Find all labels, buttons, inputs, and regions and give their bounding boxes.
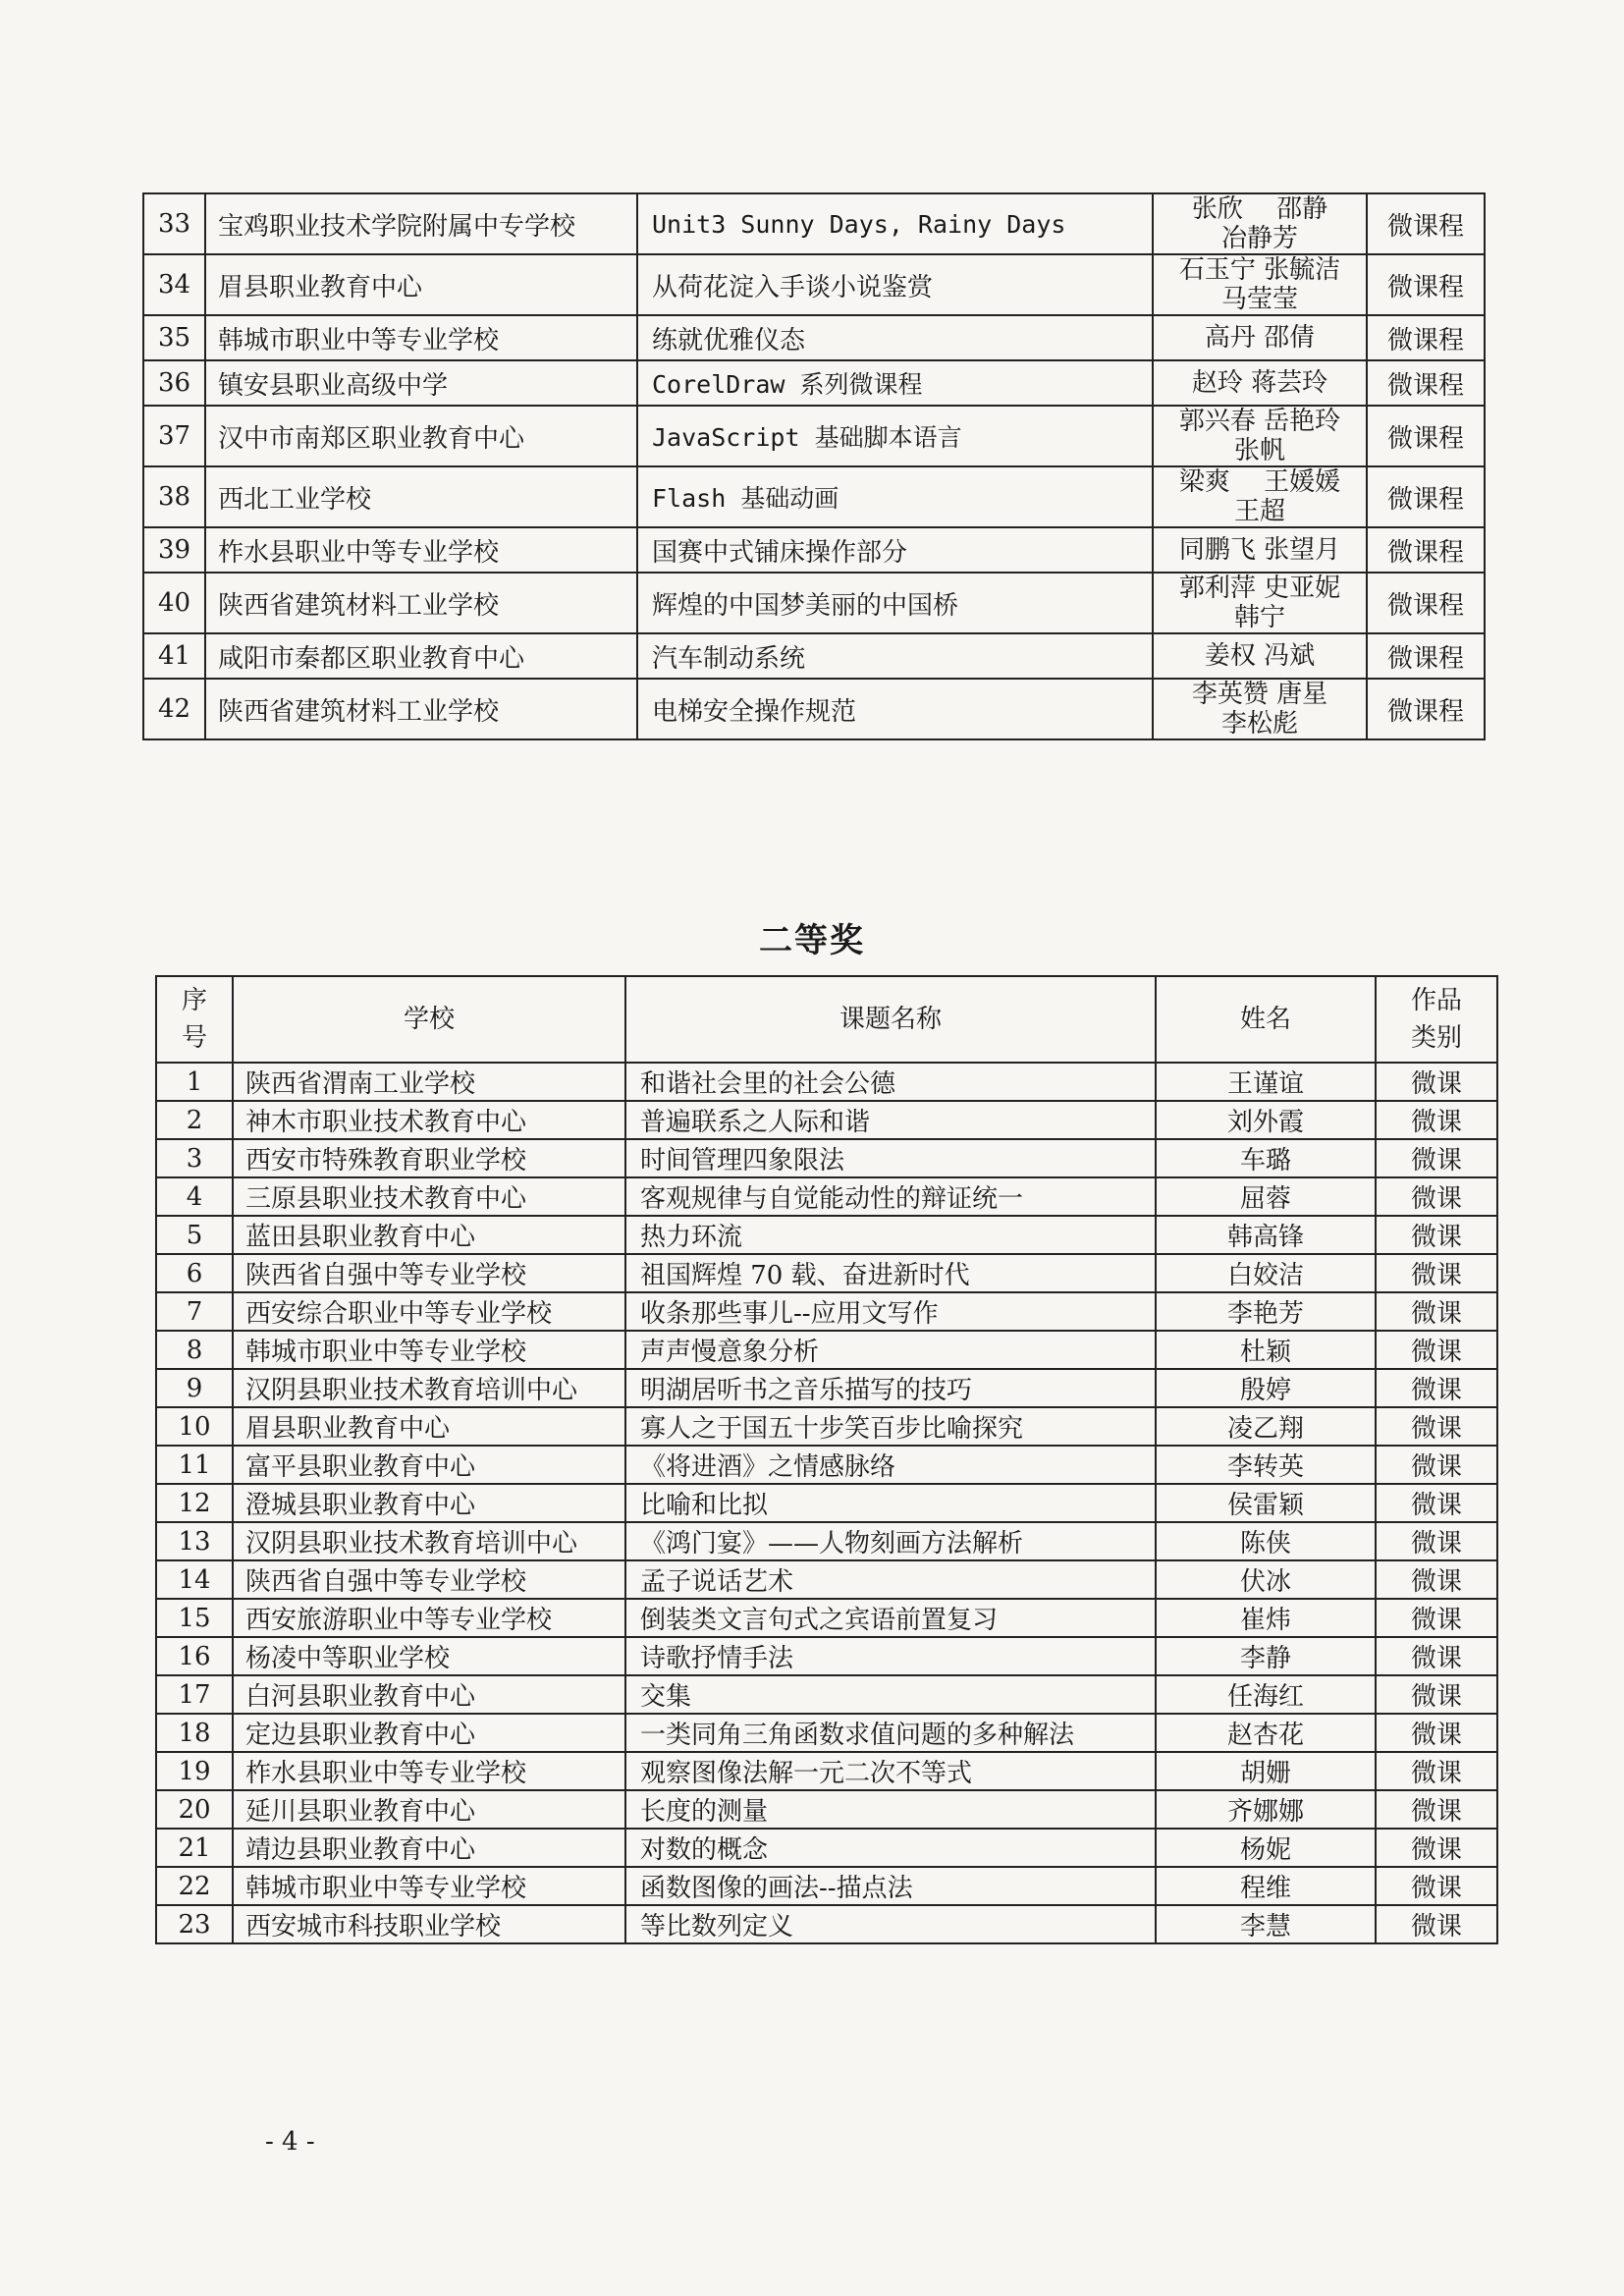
- row-number: 17: [156, 1675, 233, 1714]
- topic-title: 客观规律与自觉能动性的辩证统一: [625, 1177, 1156, 1216]
- row-number: 35: [143, 315, 205, 360]
- table-row: [156, 1484, 1497, 1522]
- row-number: 12: [156, 1484, 233, 1522]
- topic-title: 收条那些事儿--应用文写作: [625, 1292, 1156, 1331]
- table-row: [143, 633, 1485, 679]
- work-category: 微课程: [1367, 466, 1485, 527]
- school-name: 韩城市职业中等专业学校: [233, 1867, 625, 1905]
- table-row: [143, 527, 1485, 573]
- school-name: 陕西省建筑材料工业学校: [205, 679, 637, 739]
- table-row: [143, 466, 1485, 527]
- work-category: 微课: [1376, 1905, 1497, 1943]
- table-row: [156, 1560, 1497, 1599]
- row-number: 23: [156, 1905, 233, 1943]
- row-number: 6: [156, 1254, 233, 1292]
- second-prize-table: [155, 975, 1498, 1944]
- author-name: 刘外霞: [1156, 1101, 1376, 1139]
- school-name: 韩城市职业中等专业学校: [205, 315, 637, 360]
- school-name: 咸阳市秦都区职业教育中心: [205, 633, 637, 679]
- author-name-line: 张帆: [1233, 436, 1285, 465]
- work-category: 微课: [1376, 1369, 1497, 1407]
- table-row: [156, 1867, 1497, 1905]
- row-number: 13: [156, 1522, 233, 1560]
- row-number: 14: [156, 1560, 233, 1599]
- author-name: 白姣洁: [1156, 1254, 1376, 1292]
- work-category: 微课程: [1367, 527, 1485, 573]
- topic-title: 孟子说话艺术: [625, 1560, 1156, 1599]
- topic-title: 函数图像的画法--描点法: [625, 1867, 1156, 1905]
- author-name-line: 马莹莹: [1220, 285, 1298, 314]
- topic-title: 交集: [625, 1675, 1156, 1714]
- row-number: 20: [156, 1790, 233, 1829]
- school-name: 眉县职业教育中心: [233, 1407, 625, 1446]
- header-no: 序号: [156, 976, 233, 1063]
- topic-title: 《鸿门宴》——人物刻画方法解析: [625, 1522, 1156, 1560]
- school-name: 汉中市南郑区职业教育中心: [205, 406, 637, 466]
- table-row: [156, 1675, 1497, 1714]
- table-row: [156, 1752, 1497, 1790]
- work-category: 微课: [1376, 1522, 1497, 1560]
- work-category: 微课: [1376, 1790, 1497, 1829]
- school-name: 靖边县职业教育中心: [233, 1829, 625, 1867]
- table-row: [156, 1829, 1497, 1867]
- school-name: 柞水县职业中等专业学校: [233, 1752, 625, 1790]
- author-name-line: 李松彪: [1220, 709, 1298, 738]
- author-name: 任海红: [1156, 1675, 1376, 1714]
- row-number: 15: [156, 1599, 233, 1637]
- header-category: 作品类别: [1376, 976, 1497, 1063]
- work-category: 微课: [1376, 1331, 1497, 1369]
- row-number: 33: [143, 193, 205, 254]
- row-number: 21: [156, 1829, 233, 1867]
- author-name: 李静: [1156, 1637, 1376, 1675]
- work-category: 微课: [1376, 1675, 1497, 1714]
- topic-title: 电梯安全操作规范: [637, 679, 1153, 739]
- school-name: 神木市职业技术教育中心: [233, 1101, 625, 1139]
- author-name: 陈侠: [1156, 1522, 1376, 1560]
- table-row: [156, 1714, 1497, 1752]
- topic-title: 声声慢意象分析: [625, 1331, 1156, 1369]
- author-name: 殷婷: [1156, 1369, 1376, 1407]
- work-category: 微课程: [1367, 633, 1485, 679]
- author-name: 杨妮: [1156, 1829, 1376, 1867]
- school-name: 澄城县职业教育中心: [233, 1484, 625, 1522]
- topic-title: 长度的测量: [625, 1790, 1156, 1829]
- row-number: 18: [156, 1714, 233, 1752]
- school-name: 定边县职业教育中心: [233, 1714, 625, 1752]
- topic-title: 热力环流: [625, 1216, 1156, 1254]
- work-category: 微课: [1376, 1407, 1497, 1446]
- school-name: 西安综合职业中等专业学校: [233, 1292, 625, 1331]
- school-name: 富平县职业教育中心: [233, 1446, 625, 1484]
- work-category: 微课程: [1367, 193, 1485, 254]
- author-name: 王谨谊: [1156, 1063, 1376, 1101]
- author-name: 李转英: [1156, 1446, 1376, 1484]
- table-row: [156, 1446, 1497, 1484]
- topic-title: 汽车制动系统: [637, 633, 1153, 679]
- topic-title: CorelDraw 系列微课程: [637, 360, 1153, 406]
- topic-title: 对数的概念: [625, 1829, 1156, 1867]
- row-number: 19: [156, 1752, 233, 1790]
- author-names: [1153, 406, 1367, 466]
- work-category: 微课: [1376, 1752, 1497, 1790]
- author-names: [1153, 360, 1367, 406]
- author-name: 胡姗: [1156, 1752, 1376, 1790]
- table-row: [156, 1063, 1497, 1101]
- row-number: 16: [156, 1637, 233, 1675]
- work-category: 微课: [1376, 1637, 1497, 1675]
- row-number: 22: [156, 1867, 233, 1905]
- row-number: 1: [156, 1063, 233, 1101]
- row-number: 42: [143, 679, 205, 739]
- school-name: 柞水县职业中等专业学校: [205, 527, 637, 573]
- author-name-line: 同鹏飞 张望月: [1178, 535, 1341, 565]
- table-row: [156, 1101, 1497, 1139]
- table-row: [156, 1790, 1497, 1829]
- author-name-line: 李英赞 唐星: [1191, 680, 1328, 709]
- school-name: 宝鸡职业技术学院附属中专学校: [205, 193, 637, 254]
- author-name-line: 冶静芳: [1220, 224, 1298, 253]
- author-name-line: 石玉宁 张毓洁: [1178, 255, 1341, 285]
- header-name: 姓名: [1156, 976, 1376, 1063]
- school-name: 陕西省建筑材料工业学校: [205, 573, 637, 633]
- topic-title: 时间管理四象限法: [625, 1139, 1156, 1177]
- topic-title: 辉煌的中国梦美丽的中国桥: [637, 573, 1153, 633]
- topic-title: 倒装类文言句式之宾语前置复习: [625, 1599, 1156, 1637]
- row-number: 4: [156, 1177, 233, 1216]
- header-topic: 课题名称: [625, 976, 1156, 1063]
- topic-title: 祖国辉煌 70 载、奋进新时代: [625, 1254, 1156, 1292]
- work-category: 微课: [1376, 1560, 1497, 1599]
- topic-title: 寡人之于国五十步笑百步比喻探究: [625, 1407, 1156, 1446]
- table-row: [156, 1254, 1497, 1292]
- school-name: 三原县职业技术教育中心: [233, 1177, 625, 1216]
- author-name-line: 梁爽 王媛媛: [1178, 467, 1341, 497]
- topic-title: 《将进酒》之情感脉络: [625, 1446, 1156, 1484]
- work-category: 微课: [1376, 1139, 1497, 1177]
- work-category: 微课: [1376, 1101, 1497, 1139]
- row-number: 3: [156, 1139, 233, 1177]
- work-category: 微课程: [1367, 406, 1485, 466]
- work-category: 微课: [1376, 1216, 1497, 1254]
- topic-title: 普遍联系之人际和谐: [625, 1101, 1156, 1139]
- school-name: 杨凌中等职业学校: [233, 1637, 625, 1675]
- table-row: [143, 254, 1485, 315]
- author-name-line: 赵玲 蒋芸玲: [1191, 368, 1328, 398]
- topic-title: 观察图像法解一元二次不等式: [625, 1752, 1156, 1790]
- school-name: 眉县职业教育中心: [205, 254, 637, 315]
- table-row: [156, 1522, 1497, 1560]
- table-row: [156, 1599, 1497, 1637]
- second-prize-heading: 二等奖: [759, 921, 865, 960]
- author-name: 李慧: [1156, 1905, 1376, 1943]
- work-category: 微课: [1376, 1292, 1497, 1331]
- author-name: 李艳芳: [1156, 1292, 1376, 1331]
- table-row: [143, 360, 1485, 406]
- author-name-line: 郭兴春 岳艳玲: [1178, 407, 1341, 436]
- row-number: 5: [156, 1216, 233, 1254]
- school-name: 韩城市职业中等专业学校: [233, 1331, 625, 1369]
- row-number: 40: [143, 573, 205, 633]
- school-name: 蓝田县职业教育中心: [233, 1216, 625, 1254]
- author-names: [1153, 573, 1367, 633]
- row-number: 2: [156, 1101, 233, 1139]
- row-number: 38: [143, 466, 205, 527]
- work-category: 微课: [1376, 1177, 1497, 1216]
- school-name: 西安城市科技职业学校: [233, 1905, 625, 1943]
- author-names: [1153, 679, 1367, 739]
- topic-title: 明湖居听书之音乐描写的技巧: [625, 1369, 1156, 1407]
- school-name: 陕西省自强中等专业学校: [233, 1254, 625, 1292]
- work-category: 微课程: [1367, 573, 1485, 633]
- author-name: 崔炜: [1156, 1599, 1376, 1637]
- work-category: 微课: [1376, 1063, 1497, 1101]
- row-number: 8: [156, 1331, 233, 1369]
- author-name: 程维: [1156, 1867, 1376, 1905]
- school-name: 延川县职业教育中心: [233, 1790, 625, 1829]
- author-name: 车璐: [1156, 1139, 1376, 1177]
- author-names: [1153, 193, 1367, 254]
- author-name-line: 王超: [1233, 497, 1285, 526]
- author-name: 屈蓉: [1156, 1177, 1376, 1216]
- table-row: [156, 1216, 1497, 1254]
- author-name: 侯雷颖: [1156, 1484, 1376, 1522]
- table-row: [143, 315, 1485, 360]
- work-category: 微课: [1376, 1484, 1497, 1522]
- table-row: [156, 1177, 1497, 1216]
- table-row: [143, 679, 1485, 739]
- work-category: 微课程: [1367, 254, 1485, 315]
- row-number: 41: [143, 633, 205, 679]
- table-row: [156, 1139, 1497, 1177]
- table-row: [156, 1637, 1497, 1675]
- school-name: 汉阴县职业技术教育培训中心: [233, 1369, 625, 1407]
- work-category: 微课: [1376, 1599, 1497, 1637]
- topic-title: 从荷花淀入手谈小说鉴赏: [637, 254, 1153, 315]
- row-number: 9: [156, 1369, 233, 1407]
- topic-title: JavaScript 基础脚本语言: [637, 406, 1153, 466]
- work-category: 微课程: [1367, 679, 1485, 739]
- author-name: 凌乙翔: [1156, 1407, 1376, 1446]
- table-row: [143, 406, 1485, 466]
- topic-title: Unit3 Sunny Days, Rainy Days: [637, 193, 1153, 254]
- author-name-line: 高丹 邵倩: [1204, 323, 1316, 353]
- author-name-line: 姜权 冯斌: [1204, 641, 1316, 671]
- work-category: 微课: [1376, 1254, 1497, 1292]
- table-row: [143, 573, 1485, 633]
- author-names: [1153, 527, 1367, 573]
- table-row: [156, 1369, 1497, 1407]
- work-category: 微课程: [1367, 360, 1485, 406]
- topic-title: 一类同角三角函数求值问题的多种解法: [625, 1714, 1156, 1752]
- author-names: [1153, 466, 1367, 527]
- page-number: - 4 -: [265, 2127, 315, 2157]
- table-row: [143, 193, 1485, 254]
- school-name: 镇安县职业高级中学: [205, 360, 637, 406]
- work-category: 微课: [1376, 1829, 1497, 1867]
- row-number: 39: [143, 527, 205, 573]
- school-name: 西安市特殊教育职业学校: [233, 1139, 625, 1177]
- school-name: 陕西省渭南工业学校: [233, 1063, 625, 1101]
- author-name: 赵杏花: [1156, 1714, 1376, 1752]
- author-names: [1153, 633, 1367, 679]
- row-number: 37: [143, 406, 205, 466]
- author-name-line: 张欣 邵静: [1191, 194, 1328, 224]
- author-name: 齐娜娜: [1156, 1790, 1376, 1829]
- first-prize-table-continued: [142, 192, 1486, 740]
- author-names: [1153, 254, 1367, 315]
- author-name: 韩高锋: [1156, 1216, 1376, 1254]
- school-name: 陕西省自强中等专业学校: [233, 1560, 625, 1599]
- topic-title: 比喻和比拟: [625, 1484, 1156, 1522]
- school-name: 西安旅游职业中等专业学校: [233, 1599, 625, 1637]
- topic-title: Flash 基础动画: [637, 466, 1153, 527]
- topic-title: 和谐社会里的社会公德: [625, 1063, 1156, 1101]
- row-number: 11: [156, 1446, 233, 1484]
- row-number: 34: [143, 254, 205, 315]
- work-category: 微课: [1376, 1446, 1497, 1484]
- author-name-line: 郭利萍 史亚妮: [1178, 574, 1341, 603]
- work-category: 微课程: [1367, 315, 1485, 360]
- work-category: 微课: [1376, 1714, 1497, 1752]
- school-name: 汉阴县职业技术教育培训中心: [233, 1522, 625, 1560]
- school-name: 西北工业学校: [205, 466, 637, 527]
- table-row: [156, 1407, 1497, 1446]
- table-row: [156, 1905, 1497, 1943]
- topic-title: 练就优雅仪态: [637, 315, 1153, 360]
- topic-title: 国赛中式铺床操作部分: [637, 527, 1153, 573]
- table-row: [156, 1292, 1497, 1331]
- table-row: [156, 1331, 1497, 1369]
- header-school: 学校: [233, 976, 625, 1063]
- row-number: 7: [156, 1292, 233, 1331]
- school-name: 白河县职业教育中心: [233, 1675, 625, 1714]
- author-name: 杜颖: [1156, 1331, 1376, 1369]
- author-names: [1153, 315, 1367, 360]
- row-number: 36: [143, 360, 205, 406]
- row-number: 10: [156, 1407, 233, 1446]
- author-name-line: 韩宁: [1233, 603, 1285, 632]
- table-header-row: [156, 976, 1497, 1063]
- work-category: 微课: [1376, 1867, 1497, 1905]
- topic-title: 诗歌抒情手法: [625, 1637, 1156, 1675]
- topic-title: 等比数列定义: [625, 1905, 1156, 1943]
- author-name: 伏冰: [1156, 1560, 1376, 1599]
